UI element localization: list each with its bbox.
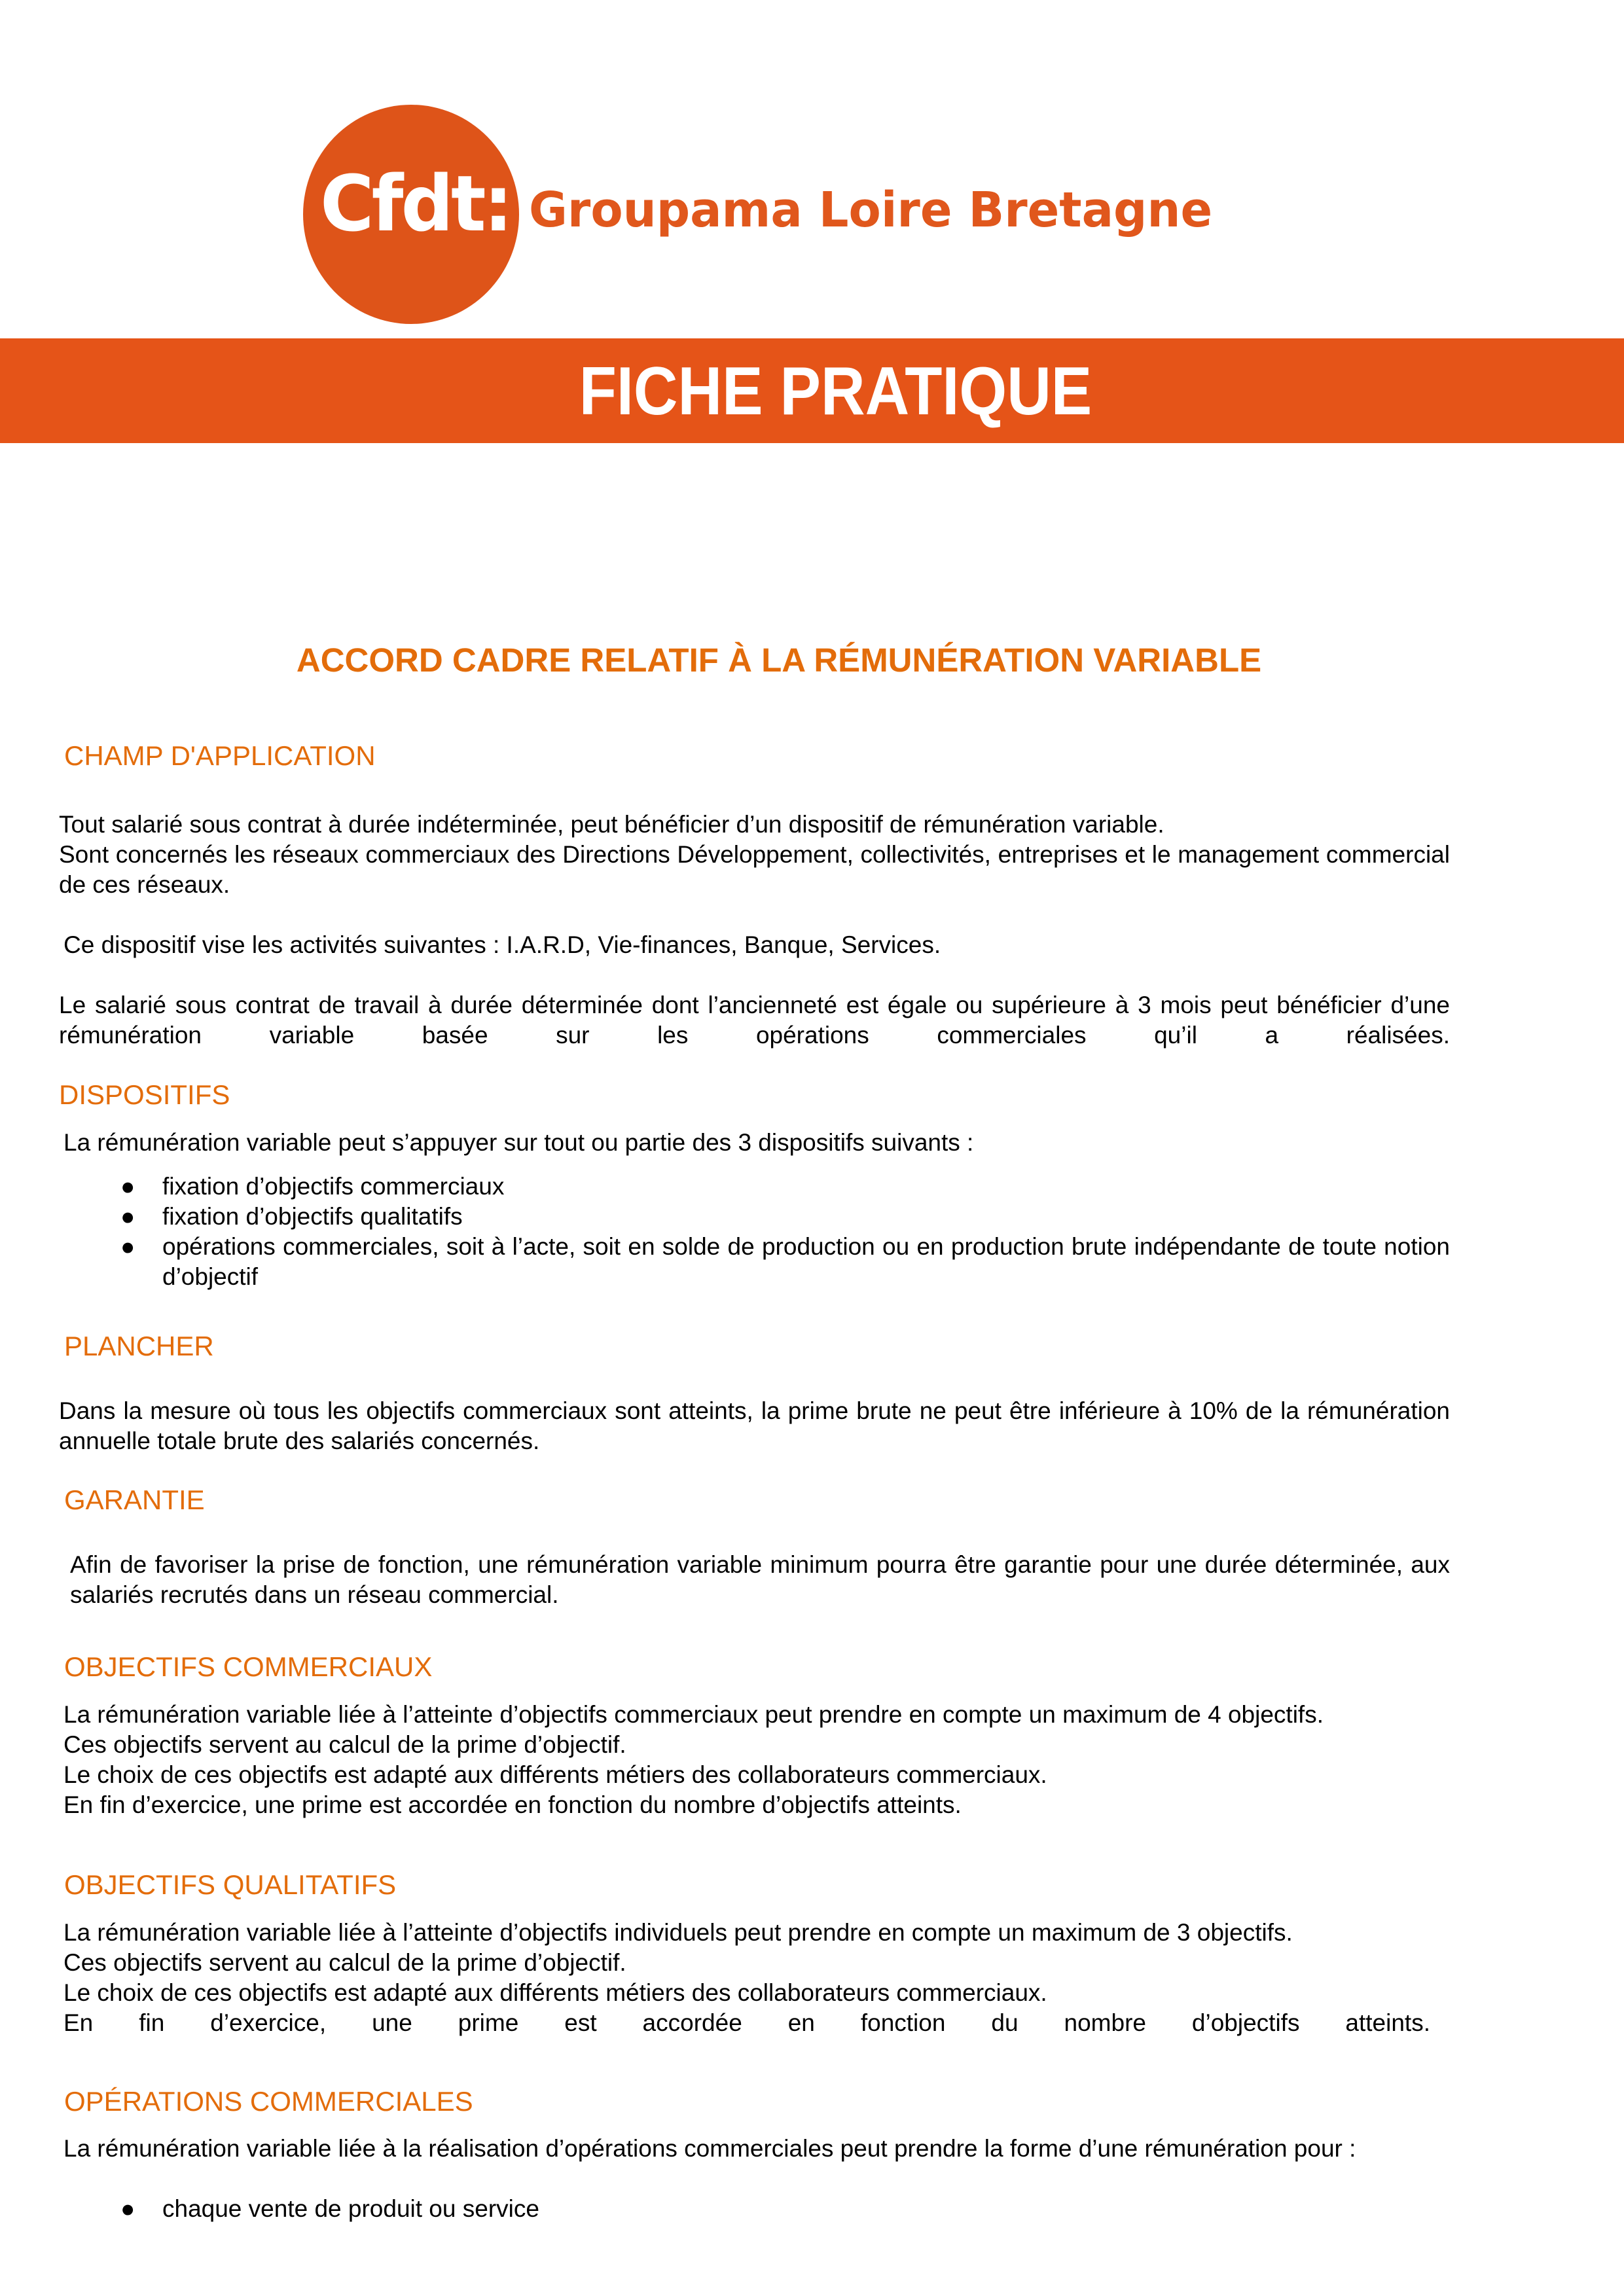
paragraph-line: En fin d’exercice, une prime est accordée en fonction du nombre d’objectifs atteints. [63,2009,1430,2036]
section-heading-operations-commerciales: OPÉRATIONS COMMERCIALES [64,2086,473,2117]
organization-name: Groupama Loire Bretagne [529,182,1213,238]
paragraph-line: La rémunération variable liée à l’atteinte d’objectifs commerciaux peut prendre en compte un maximum de 4 objectifs. [63,1701,1324,1728]
dispositifs-list [59,1172,1450,1292]
list-item: ● opérations commerciales, soit à l’acte, soit en solde de production ou en production brute indépendante de toute notion d’objectif [120,1233,1450,1290]
list-item: ● fixation d’objectifs commerciaux [59,1172,1450,1202]
paragraph-line: Ces objectifs servent au calcul de la prime d’objectif. [63,1949,626,1976]
paragraph-line: Ces objectifs servent au calcul de la prime d’objectif. [63,1731,626,1758]
fiche-pratique-banner [0,338,1624,443]
bullet-icon: ● [120,1203,135,1230]
bullet-icon: ● [120,2195,135,2222]
paragraph-line: Le choix de ces objectifs est adapté aux différents métiers des collaborateurs commerciaux. [63,1979,1047,2006]
paragraph: Le salarié sous contrat de travail à durée déterminée dont l’ancienneté est égale ou supérieure à 3 mois peut bénéficier d’une rémunération variable basée sur les opérations commerciales qu’il a réalisées. [59,992,1450,1049]
bullet-icon: ● [120,1233,135,1260]
section-heading-garantie: GARANTIE [64,1484,205,1515]
banner-title: FICHE PRATIQUE [579,353,1092,429]
paragraph: Ce dispositif vise les activités suivantes : I.A.R.D, Vie-finances, Banque, Services. [63,931,941,958]
paragraph: Dans la mesure où tous les objectifs commerciaux sont atteints, la prime brute ne peut être inférieure à 10% de la rémunération annuelle totale brute des salariés concernés. [59,1397,1450,1454]
paragraph: Sont concernés les réseaux commerciaux des Directions Développement, collectivités, entreprises et le management commercial de ces réseaux. [59,841,1450,898]
paragraph-line: En fin d’exercice, une prime est accordée en fonction du nombre d’objectifs atteints. [63,1791,962,1818]
paragraph-line: Le choix de ces objectifs est adapté aux différents métiers des collaborateurs commerciaux. [63,1761,1047,1788]
section-heading-plancher: PLANCHER [64,1331,214,1361]
cfdt-logo-text: Cfdt: [320,158,511,249]
list-item: ● chaque vente de produit ou service [59,2194,1450,2224]
section-heading-dispositifs: DISPOSITIFS [59,1079,230,1110]
paragraph: La rémunération variable liée à la réalisation d’opérations commerciales peut prendre la forme d’une rémunération pour : [63,2135,1356,2162]
paragraph: Tout salarié sous contrat à durée indéterminée, peut bénéficier d’un dispositif de rémunération variable. [59,811,1164,838]
paragraph-line: La rémunération variable liée à l’atteinte d’objectifs individuels peut prendre en compte un maximum de 3 objectifs. [63,1919,1293,1946]
bullet-icon: ● [120,1173,135,1200]
document-title: ACCORD CADRE RELATIF À LA RÉMUNÉRATION VARIABLE [296,641,1262,679]
list-item: ● fixation d’objectifs qualitatifs [59,1202,1450,1232]
section-heading-objectifs-commerciaux: OBJECTIFS COMMERCIAUX [64,1651,433,1682]
paragraph: La rémunération variable peut s’appuyer sur tout ou partie des 3 dispositifs suivants : [63,1129,974,1156]
paragraph: Afin de favoriser la prise de fonction, une rémunération variable minimum pourra être garantie pour une durée déterminée, aux salariés recrutés dans un réseau commercial. [70,1551,1450,1608]
section-heading-champ-application: CHAMP D'APPLICATION [64,740,376,771]
section-heading-objectifs-qualitatifs: OBJECTIFS QUALITATIFS [64,1869,397,1900]
operations-list [59,2194,1450,2224]
